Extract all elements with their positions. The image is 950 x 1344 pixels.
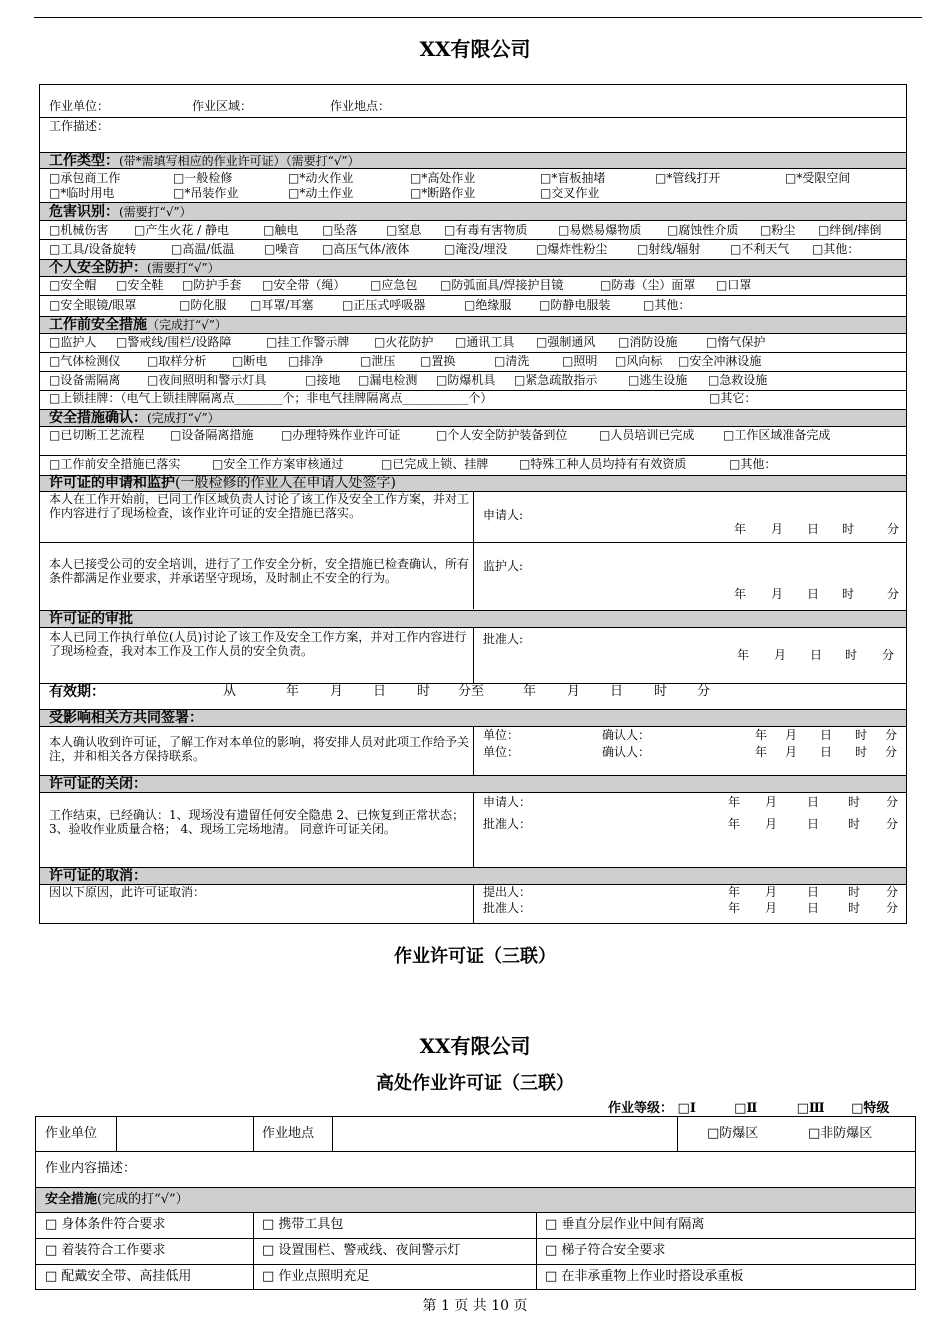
height-work-location-label: 作业地点: [262, 1126, 315, 1141]
pre-measure-option[interactable]: □接地: [305, 373, 341, 387]
confirm-option[interactable]: □安全工作方案审核通过: [212, 457, 344, 471]
measure-option[interactable]: □ 垂直分层作业中间有隔离: [545, 1217, 705, 1232]
hazard-header: [40, 202, 906, 221]
confirm-option[interactable]: □办理特殊作业许可证: [281, 428, 401, 442]
measure-option[interactable]: □ 携带工具包: [262, 1217, 344, 1232]
measure-option[interactable]: □ 设置围栏、警戒线、夜间警示灯: [262, 1243, 461, 1258]
close-title: 许可证的关闭：: [49, 776, 147, 792]
approval-statement: 本人已同工作执行单位(人员)讨论了该工作及安全工作方案，并对工作内容进行了现场检查，我对本工作及工作人员的安全负责。: [49, 630, 467, 658]
work-unit-label: 作业单位：: [49, 99, 110, 113]
ppe-option[interactable]: □防弧面具/焊接护目镜: [440, 278, 564, 292]
work-type-option[interactable]: □*吊装作业: [173, 186, 239, 200]
pre-measure-option[interactable]: □夜间照明和警示灯具: [147, 373, 267, 387]
work-type-option[interactable]: □一般检修: [173, 171, 233, 185]
confirm-note: (完成打“√”）: [147, 411, 220, 425]
hazard-option[interactable]: □绊倒/摔倒: [818, 223, 882, 237]
pre-measure-option[interactable]: □监护人: [49, 335, 97, 349]
confirm-row1: [40, 428, 906, 456]
pre-measure-option[interactable]: □紧急疏散指示: [514, 373, 598, 387]
validity-to: 分至: [458, 684, 485, 699]
cancel-title: 许可证的取消：: [49, 868, 147, 884]
work-type-header: [40, 152, 906, 169]
pre-measures-row2: [40, 354, 906, 372]
pre-measure-option[interactable]: □气体检测仪: [49, 354, 121, 368]
validity-row: 有效期： 从 年 月 日 时 分至 年 月 日 时 分: [49, 684, 711, 700]
hazard-option[interactable]: □产生火花 / 静电: [134, 223, 230, 237]
height-measures-header: [36, 1188, 915, 1212]
company-title: XX有限公司: [419, 37, 531, 61]
ppe-option[interactable]: □安全带（绳）: [262, 278, 346, 292]
measure-option[interactable]: □ 身体条件符合要求: [45, 1217, 166, 1232]
pre-measure-option[interactable]: □风向标: [615, 354, 663, 368]
pre-measure-option[interactable]: □漏电检测: [358, 373, 418, 387]
ppe-row1: [40, 278, 906, 296]
hazard-option[interactable]: □其他：: [812, 242, 860, 256]
work-desc-label: 工作描述：: [49, 119, 110, 133]
lockout-tagout-option[interactable]: □上锁挂牌：（电气上锁挂牌隔离点________个；非电气挂牌隔离点___________个）: [49, 391, 493, 405]
work-desc-row: [40, 119, 906, 149]
measure-option[interactable]: □ 梯子符合安全要求: [545, 1243, 666, 1258]
height-measures-title: 安全措施: [45, 1192, 98, 1207]
work-area-label: 作业区域：: [192, 99, 253, 113]
pre-measure-option[interactable]: □火花防护: [374, 335, 434, 349]
hazard-row2: [40, 242, 906, 259]
ppe-header: [40, 259, 906, 277]
grade-option-2[interactable]: □Ⅱ: [734, 1101, 758, 1116]
cancel-header: [40, 867, 906, 885]
work-grade: [608, 1097, 889, 1116]
ppe-option[interactable]: □正压式呼吸器: [342, 298, 426, 312]
grade-option-special[interactable]: □特级: [851, 1101, 890, 1116]
confirm-option[interactable]: □特殊工种人员均持有有效资质: [519, 457, 687, 471]
measure-option[interactable]: □ 着装符合工作要求: [45, 1243, 166, 1258]
permit-title: 作业许可证（三联）: [394, 946, 556, 967]
confirm-option[interactable]: □人员培训已完成: [599, 428, 695, 442]
apply-header: [40, 475, 906, 492]
confirm-option[interactable]: □个人安全防护装备到位: [436, 428, 568, 442]
confirm-option[interactable]: □工作前安全措施已落实: [49, 457, 181, 471]
work-type-option[interactable]: □承包商工作: [49, 171, 121, 185]
pre-measure-option[interactable]: □排净: [288, 354, 324, 368]
ppe-option[interactable]: □防化服: [179, 298, 227, 312]
ppe-option[interactable]: □应急包: [370, 278, 418, 292]
hazard-option[interactable]: □坠落: [322, 223, 358, 237]
work-type-option[interactable]: □*断路作业: [410, 186, 476, 200]
pre-measure-option[interactable]: □急救设施: [708, 373, 768, 387]
pre-measure-option[interactable]: □断电: [232, 354, 268, 368]
pre-measure-option[interactable]: □惰气保护: [706, 335, 766, 349]
work-content-label: 作业内容描述：: [45, 1161, 137, 1176]
work-type-option[interactable]: □*盲板抽堵: [540, 171, 606, 185]
ppe-option[interactable]: □口罩: [716, 278, 752, 292]
ppe-title: 个人安全防护：: [49, 260, 147, 276]
hazard-option[interactable]: □腐蚀性介质: [667, 223, 739, 237]
height-work-unit-label: 作业单位: [45, 1126, 98, 1141]
affected-statement: 本人确认收到许可证，了解工作对本单位的影响，将安排人员对此项工作给予关注，并和相关各方保持联系。: [49, 735, 470, 763]
pre-measure-option[interactable]: □防爆机具: [436, 373, 496, 387]
hazard-option[interactable]: □高压气体/液体: [322, 242, 410, 256]
hazard-option[interactable]: □不利天气: [730, 242, 790, 256]
ppe-option[interactable]: □防静电服装: [539, 298, 611, 312]
ppe-option[interactable]: □安全眼镜/眼罩: [49, 298, 137, 312]
hazard-option[interactable]: □淹没/埋没: [444, 242, 508, 256]
confirm-option[interactable]: □工作区域准备完成: [723, 428, 831, 442]
work-type-option[interactable]: □交叉作业: [540, 186, 600, 200]
applicant-statement: 本人在工作开始前，已同工作区域负责人讨论了该工作及安全工作方案，并对工作内容进行了现场检查，该作业许可证的安全措施已落实。: [49, 492, 470, 520]
confirm-option[interactable]: □已完成上锁、挂牌: [381, 457, 489, 471]
work-permit-form: 作业单位： 作业区域： 作业地点： 工作描述： 工作类型：(带*需填写相应的作业许可证）（需要打“√”） □承包商工作 □一般检修 □*动火作业 □*高处作业 □*盲板抽堵 □*管线打开 □*受限空间 □*临时用电 □*吊装作业 □*动土作业 □*断路作业 □交叉作业 危害识别：(需要打“√”） □机械伤害 □产生火花 / 静电 □触电 □坠落 □窒息 □有毒有害物质 □易燃易爆物质 □腐蚀性介质 □粉尘 □绊倒/摔倒 □工具/设备旋转 □高温/低温 □噪音 □高压气体/液体 □淹没/埋没 □爆炸性粉尘 □射线/辐射 □不利天气 □其他： 个人安全防护：(需要打“√”） □安全帽 □安全鞋 □防护手套 □安全带（绳） □应急包 □防弧面具/焊接护目镜 □防毒（尘）面罩 □口罩 □安全眼镜/眼罩 □防化服 □耳罩/耳塞 □正压式呼吸器 □绝缘服 □防静电服装 □其他： 工作前安全措施（完成打“√”） □监护人 □警戒线/围栏/设路障 □挂工作警示牌 □火花防护 □通讯工具 □强制通风 □消防设施 □惰气保护 □气体检测仪 □取样分析 □断电 □排净 □泄压 □置换 □清洗 □照明 □风向标 □安全冲淋设施 □设备需隔离 □夜间照明和警示灯具 □接地 □漏电检测 □防爆机具 □紧急疏散指示 □逃生设施 □急救设施 □上锁挂牌：（电气上锁挂牌隔离点________个；非电气挂牌隔离点___________个） □其它： 安全措施确认：(完成打“√”） □已切断工艺流程 □设备隔离措施 □办理特殊作业许可证 □个人安全防护装备到位 □人员培训已完成 □工作区域准备完成 □工作前安全措施已落实 □安全工作方案审核通过 □已完成上锁、挂牌 □特殊工种人员均持有有效资质 □其他： 许可证的申请和监护(一般检修的作业人在申请人处签字) 本人在工作开始前，已同工作区域负责人讨论了该工作及安全工作方案，并对工作内容进行了现场检查，该作业许可证的安全措施已落实。 申请人: 年 月 日 时 分 本人已接受公司的安全培训，进行了工作安全分析，安全措施已检查确认，所有条件都满足作业要求，并承诺坚守现场，及时制止不安全的行为。 监护人: 年 月 日 时 分 许可证的审批 本人已同工作执行单位(人员)讨论了该工作及安全工作方案，并对工作内容进行了现场检查，我对本工作及工作人员的安全负责。 批准人: 年 月 日 时 分 有效期： 从 年 月 日 时 分至 年 月 日 时 分 受影响相关方共同签署： 本人确认收到许可证，了解工作对本单位的影响，将安排人员对此项工作给予关注，并和相关各方保持联系。 单位： 确认人： 年 月 日 时 分 单位： 确认人： 年 月 日 时 分 许可证的关闭： 工作结束，已经确认：1、现场没有遗留任何安全隐患 2、已恢复到正常状态； 3、验收作业质量合格； 4、现场工完场地清。 同意许可证关闭。 申请人： 年 月 日 时 分 批准人： 年 月 日 时 分 许可证的取消： 因以下原因，此许可证取消： 提出人： 年 月 日 时 分 批准人： 年 月 日 时 分: [39, 84, 907, 924]
hazard-option[interactable]: □工具/设备旋转: [49, 242, 137, 256]
guardian-statement: 本人已接受公司的安全培训，进行了工作安全分析，安全措施已检查确认，所有条件都满足作业要求，并承诺坚守现场，及时制止不安全的行为。: [49, 557, 470, 585]
apply-note: (一般检修的作业人在申请人处签字): [175, 475, 396, 491]
header-rule: [34, 17, 922, 18]
confirm-option[interactable]: □其他：: [729, 457, 777, 471]
measure-option[interactable]: □ 在非承重物上作业时搭设承重板: [545, 1269, 744, 1284]
applicant-label: 申请人:: [483, 508, 524, 522]
ppe-option[interactable]: □其他：: [643, 298, 691, 312]
apply-title: 许可证的申请和监护: [49, 475, 175, 491]
height-permit-title: 高处作业许可证（三联）: [376, 1073, 574, 1094]
hazard-option[interactable]: □粉尘: [760, 223, 796, 237]
hazard-option[interactable]: □触电: [263, 223, 299, 237]
hazard-option[interactable]: □噪音: [264, 242, 300, 256]
ppe-option[interactable]: □防毒（尘）面罩: [600, 278, 696, 292]
pre-measure-option[interactable]: □清洗: [494, 354, 530, 368]
non-explosion-zone-option[interactable]: □非防爆区: [808, 1126, 873, 1141]
ppe-option[interactable]: □安全鞋: [116, 278, 164, 292]
approval-title: 许可证的审批: [49, 611, 133, 627]
pre-measures-row4: [40, 391, 906, 409]
ppe-option[interactable]: □防护手套: [182, 278, 242, 292]
pre-measure-option[interactable]: □泄压: [360, 354, 396, 368]
hazard-option[interactable]: □高温/低温: [171, 242, 235, 256]
affected-title: 受影响相关方共同签署：: [49, 710, 203, 726]
pre-measures-header: [40, 316, 906, 334]
confirm-row2: [40, 457, 906, 475]
pre-measure-option[interactable]: □设备需隔离: [49, 373, 121, 387]
confirm-option[interactable]: □已切断工艺流程: [49, 428, 145, 442]
confirm-header: [40, 409, 906, 427]
height-measures-note: (完成的打“√”）: [97, 1192, 189, 1207]
page-footer: 第 1 页 共 10 页: [422, 1298, 528, 1314]
confirm-title: 安全措施确认：: [49, 410, 147, 426]
affected-header: [40, 709, 906, 727]
pre-measure-option[interactable]: □安全冲淋设施: [678, 354, 762, 368]
close-statement: 工作结束，已经确认：1、现场没有遗留任何安全隐患 2、已恢复到正常状态； 3、验收作业质量合格； 4、现场工完场地清。 同意许可证关闭。: [49, 808, 465, 836]
pre-measure-option[interactable]: □强制通风: [536, 335, 596, 349]
pre-measure-option[interactable]: □挂工作警示牌: [266, 335, 350, 349]
work-type-option[interactable]: □*动火作业: [288, 171, 354, 185]
work-type-option[interactable]: □*受限空间: [785, 171, 851, 185]
hazard-option[interactable]: □窒息: [386, 223, 422, 237]
ppe-row2: [40, 298, 906, 316]
work-grade-label: 作业等级：: [608, 1101, 674, 1116]
height-work-permit-form: [35, 1116, 916, 1290]
work-type-option[interactable]: □*管线打开: [655, 171, 721, 185]
approval-header: [40, 610, 906, 628]
work-location-label: 作业地点：: [330, 99, 391, 113]
pre-measures-row1: [40, 335, 906, 353]
close-header: [40, 775, 906, 793]
hazard-row1: [40, 223, 906, 240]
pre-measure-option[interactable]: □照明: [562, 354, 598, 368]
basic-info-row: [40, 97, 906, 115]
pre-measure-option[interactable]: □置换: [420, 354, 456, 368]
measure-option[interactable]: □ 作业点照明充足: [262, 1269, 370, 1284]
ppe-note: (需要打“√”）: [147, 261, 220, 275]
company-title-2: XX有限公司: [419, 1034, 531, 1058]
cancel-statement: 因以下原因，此许可证取消：: [49, 885, 206, 899]
work-type-option[interactable]: □*高处作业: [410, 171, 476, 185]
pre-measures-note: （完成打“√”）: [147, 318, 227, 332]
pre-measure-other-option[interactable]: □其它：: [709, 391, 757, 405]
work-type-title: 工作类型：: [49, 153, 119, 169]
ppe-option[interactable]: □耳罩/耳塞: [250, 298, 314, 312]
ppe-option[interactable]: □绝缘服: [464, 298, 512, 312]
grade-option-1[interactable]: □Ⅰ: [677, 1101, 696, 1116]
pre-measure-option[interactable]: □消防设施: [618, 335, 678, 349]
work-type-row2: [40, 186, 906, 201]
approver-label: 批准人:: [483, 632, 524, 646]
explosion-zone-option[interactable]: □防爆区: [707, 1126, 759, 1141]
hazard-note: (需要打“√”）: [119, 205, 192, 219]
hazard-option[interactable]: □爆炸性粉尘: [536, 242, 608, 256]
validity-title: 有效期：: [49, 684, 105, 700]
pre-measure-option[interactable]: □警戒线/围栏/设路障: [116, 335, 232, 349]
hazard-title: 危害识别：: [49, 204, 119, 220]
work-type-option[interactable]: □*临时用电: [49, 186, 115, 200]
hazard-option[interactable]: □易燃易爆物质: [558, 223, 642, 237]
ppe-option[interactable]: □安全帽: [49, 278, 97, 292]
work-type-note: (带*需填写相应的作业许可证）（需要打“√”）: [119, 154, 360, 168]
confirm-option[interactable]: □设备隔离措施: [170, 428, 254, 442]
pre-measure-option[interactable]: □逃生设施: [628, 373, 688, 387]
pre-measures-row3: [40, 373, 906, 391]
work-type-row1: [40, 171, 906, 186]
hazard-option[interactable]: □有毒有害物质: [444, 223, 528, 237]
measure-option[interactable]: □ 配戴安全带、高挂低用: [45, 1269, 192, 1284]
grade-option-3[interactable]: □Ⅲ: [796, 1101, 825, 1116]
guardian-label: 监护人:: [483, 559, 524, 573]
hazard-option[interactable]: □机械伤害: [49, 223, 109, 237]
pre-measures-title: 工作前安全措施: [49, 317, 147, 333]
pre-measure-option[interactable]: □取样分析: [147, 354, 207, 368]
work-type-option[interactable]: □*动土作业: [288, 186, 354, 200]
hazard-option[interactable]: □射线/辐射: [637, 242, 701, 256]
validity-from: 从: [223, 684, 237, 699]
pre-measure-option[interactable]: □通讯工具: [455, 335, 515, 349]
